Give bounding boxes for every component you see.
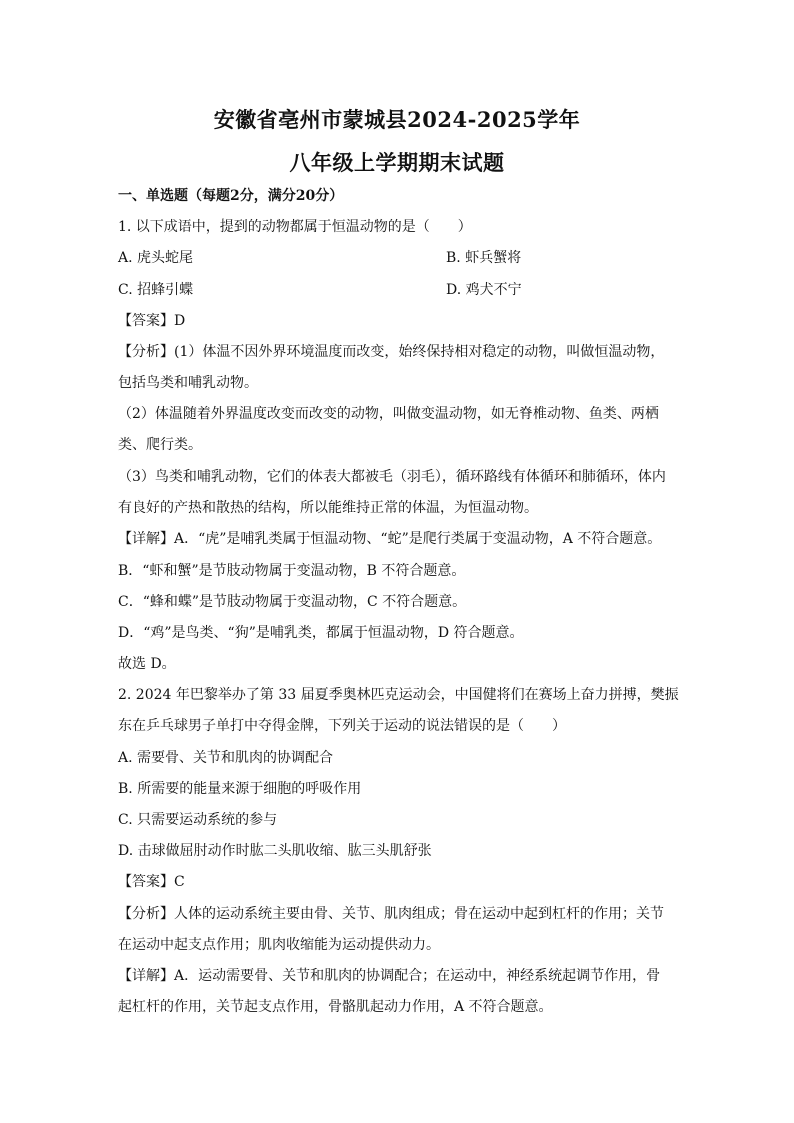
question-1-option-a: A. 虎头蛇尾 bbox=[118, 250, 194, 266]
question-1-answer: 【答案】D bbox=[118, 313, 186, 329]
question-2-option-a: A. 需要骨、关节和肌肉的协调配合 bbox=[118, 750, 334, 766]
question-1-detail-line: B．“虾和蟹”是节肢动物属于变温动物，B 不符合题意。 bbox=[118, 563, 466, 579]
question-2-option-d: D. 击球做屈肘动作时肱二头肌收缩、肱三头肌舒张 bbox=[118, 843, 432, 859]
document-title-line2: 八年级上学期期末试题 bbox=[289, 150, 505, 175]
question-1-stem: 1. 以下成语中，提到的动物都属于恒温动物的是（ ） bbox=[118, 219, 472, 235]
question-1-option-b: B. 虾兵蟹将 bbox=[446, 250, 522, 266]
question-2-answer: 【答案】C bbox=[118, 874, 185, 890]
question-1-detail-line: D．“鸡”是鸟类、“狗”是哺乳类，都属于恒温动物，D 符合题意。 bbox=[118, 625, 524, 641]
question-2-detail-line: 起杠杆的作用，关节起支点作用，骨骼肌起动力作用，A 不符合题意。 bbox=[118, 999, 553, 1015]
question-1-detail-line: C．“蜂和蝶”是节肢动物属于变温动物，C 不符合题意。 bbox=[118, 594, 467, 610]
question-1-analysis-line: 有良好的产热和散热的结构，所以能维持正常的体温，为恒温动物。 bbox=[118, 500, 538, 516]
question-1-option-c: C. 招蜂引蝶 bbox=[118, 282, 194, 298]
document-title-line1: 安徽省亳州市蒙城县2024-2025学年 bbox=[213, 107, 581, 132]
question-1-analysis-line: 类、爬行类。 bbox=[118, 437, 202, 453]
question-2-analysis-line: 在运动中起支点作用；肌肉收缩能为运动提供动力。 bbox=[118, 937, 440, 953]
question-1-conclusion: 故选 D。 bbox=[118, 656, 176, 672]
section-heading: 一、单选题（每题2分，满分20分） bbox=[118, 188, 344, 204]
question-2-option-b: B. 所需要的能量来源于细胞的呼吸作用 bbox=[118, 781, 362, 797]
question-1-detail-line: 【详解】A．“虎”是哺乳类属于恒温动物、“蛇”是爬行类属于变温动物，A 不符合题意。 bbox=[118, 531, 662, 547]
question-1-analysis-line: 包括鸟类和哺乳动物。 bbox=[118, 375, 258, 391]
question-1-option-d: D. 鸡犬不宁 bbox=[446, 282, 522, 298]
question-2-option-c: C. 只需要运动系统的参与 bbox=[118, 812, 278, 828]
question-2-detail-line: 【详解】A．运动需要骨、关节和肌肉的协调配合；在运动中，神经系统起调节作用，骨 bbox=[118, 968, 661, 984]
question-1-analysis-line: （2）体温随着外界温度改变而改变的动物，叫做变温动物，如无脊椎动物、鱼类、两栖 bbox=[118, 406, 659, 422]
question-1-analysis-line: （3）鸟类和哺乳动物，它们的体表大都被毛（羽毛），循环路线有体循环和肺循环，体内 bbox=[118, 469, 666, 485]
question-2-analysis-line: 【分析】人体的运动系统主要由骨、关节、肌肉组成；骨在运动中起到杠杆的作用；关节 bbox=[118, 906, 664, 922]
question-1-analysis-line: 【分析】(1）体温不因外界环境温度而改变，始终保持相对稳定的动物，叫做恒温动物， bbox=[118, 344, 665, 360]
question-2-stem-line: 东在乒乓球男子单打中夺得金牌，下列关于运动的说法错误的是（ ） bbox=[118, 718, 566, 734]
question-2-stem-line: 2. 2024 年巴黎举办了第 33 届夏季奥林匹克运动会，中国健将们在赛场上奋力拼搏，樊振 bbox=[118, 687, 679, 703]
